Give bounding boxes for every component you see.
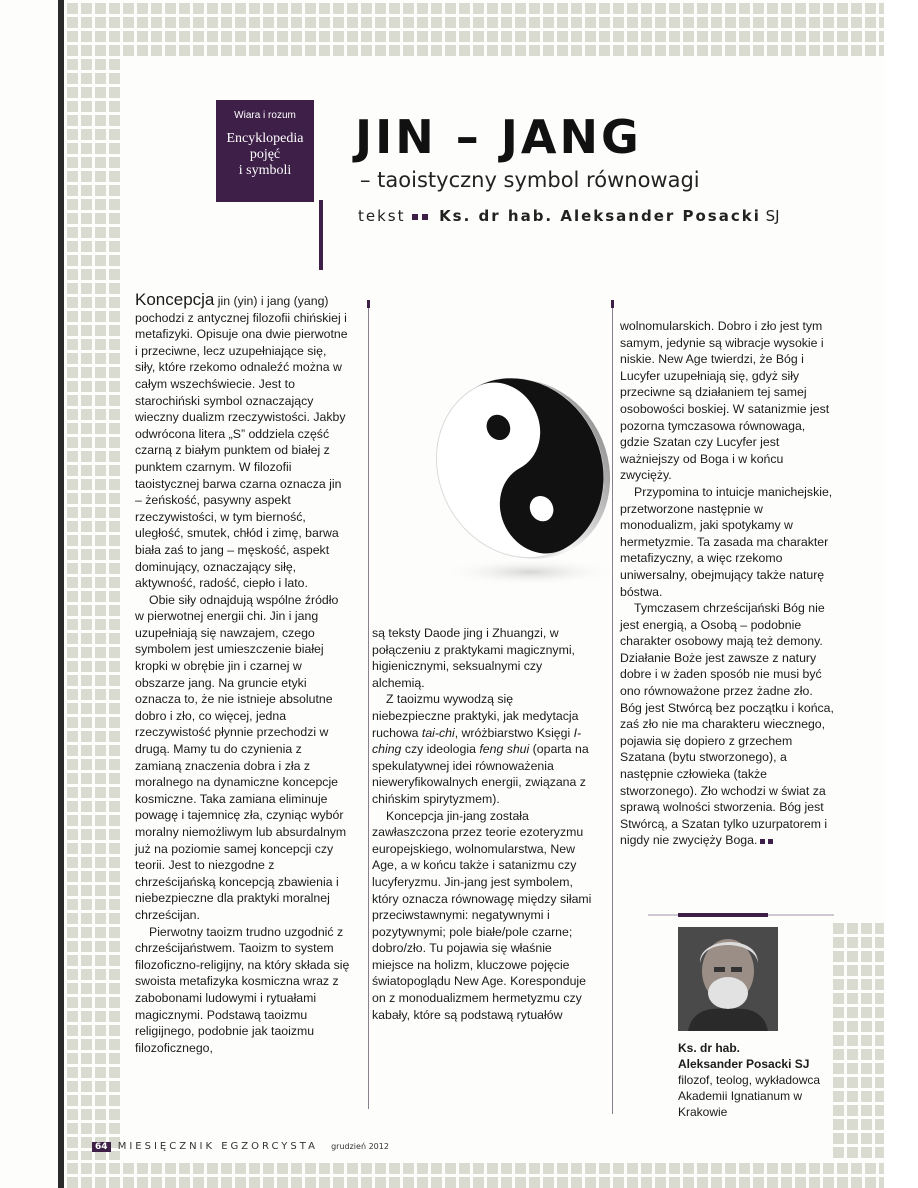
article-column-2 — [372, 625, 594, 1023]
symbol-shadow — [440, 558, 620, 586]
badge-line-1: Encyklopedia — [226, 131, 304, 146]
text-run: Z taoizmu wywodzą się niebezpieczne praktyki, jak medytacja ruchowa — [372, 692, 579, 740]
text-run: czy ideologia — [401, 742, 480, 757]
bio-name-line-1: Ks. dr hab. — [678, 1041, 741, 1055]
italic-term: feng shui — [479, 742, 530, 757]
article-column-1 — [135, 292, 350, 1056]
decorative-tiles-left — [64, 0, 120, 1188]
paragraph: Koncepcja jin-jang została zawłaszczona przez teorie ezoteryzmu europejskiego, wolnomularstwa, New Age, a w końcu także i satanizmu czy lucyferyzmu. Jin-jang jest symbolem, który oznacza równowagę między siłami przeciwstawnymi: negatywnymi i pozytywnymi; pole białe/pole czarne; dobro/zło. Tu pojawia się właśnie miejsce na holizm, kluczowe pojęcie światopoglądu New Age. Koresponduje on z monodualizmem hermetyzmu czy kabały, które są podstawą rytuałów — [372, 808, 592, 1022]
italic-term: tai-chi — [421, 725, 455, 740]
paragraph-text: jin (yin) i jang (yang) pochodzi z antycznej filozofii chińskiej i metafizyki. Opisuje ona dwie pierwotne i przeciwne, lecz uzupełniające się, siły, które rzekomo odnaleźć można w całym wszechświecie. Jest to starochiński symbol oznaczający wieczny dualizm rzeczywistości. Jakby odwrócona litera „S” oddziela część czarną z białym punktem od białej z punktem czarnym. W filozofii taoistycznej barwa czarna oznacza jin – żeńskość, pasywny aspekt rzeczywistości, w tym bierność, uległość, smutek, chłód i zimę, barwa biała zaś to jang – męskość, aspekt dominujący, oznaczający siłę, aktywność, radość, ciepło i lato. — [135, 294, 348, 591]
byline — [358, 207, 780, 225]
paragraph: są teksty Daode jing i Zhuangzi, w połączeniu z praktykami magicznymi, higienicznymi, seksualnymi czy alchemią. — [372, 626, 575, 690]
page-number: 64 — [92, 1142, 111, 1152]
paragraph: Przypomina to intuicje manichejskie, przetworzone następnie w monodualizm, jaki spotykamy w hermetyzmie. Ta zasada ma charakter metafizyczny, a więc rzekomo uniwersalny, obejmujący także naturę bóstwa. — [620, 484, 833, 599]
author-photo — [678, 927, 778, 1031]
content-area-right — [830, 58, 884, 920]
square-bullet — [412, 214, 418, 220]
magazine-name: MIESIĘCZNIK EGZORCYSTA — [117, 1141, 318, 1152]
decorative-tiles-bottom — [64, 1160, 884, 1188]
bio-description: filozof, teolog, wykładowca Akademii Ignatianum w Krakowie — [678, 1073, 821, 1119]
article-title: JIN – JANG — [355, 110, 642, 164]
badge-line-2: pojęć — [249, 147, 281, 162]
divider-mark — [367, 300, 370, 308]
divider-mark — [611, 300, 614, 308]
text-run: (oparta na spekulatywnej idei równoważenia nieweryfikowalnych energii, związana z chińskim spirytyzmem). — [372, 742, 589, 806]
paragraph: Pierwotny taoizm trudno uzgodnić z chrześcijaństwem. Taoizm to system filozoficzno-religijny, na który składa się swoista metafizyka kosmiczna wraz z zabobonami ludowymi i rytuałami magicznymi. Podstawą taoizmu religijnego, podobnie jak taoizmu filozoficznego, — [135, 924, 350, 1055]
byline-label: tekst — [358, 207, 406, 225]
author-bio — [678, 1040, 838, 1120]
decorative-tiles-right — [830, 920, 884, 1160]
end-mark — [768, 839, 773, 844]
accent-bar — [319, 200, 323, 270]
paragraph: Obie siły odnajdują wspólne źródło w pierwotnej energii chi. Jin i jang uzupełniają się nawzajem, czego symbolem jest umieszczenie białej kropki w obrębie jin i czarnej w obszarze jang. Na gruncie etyki oznacza to, że nie istnieje absolutne dobro i zło, co więcej, jedna rzeczywistość płynnie przechodzi w drugą. Mamy tu do czynienia z zamianą znaczenia dobra i zła z moralnego na dynamiczne koncepcje kosmiczne. Taka zamiana eliminuje powagę i tajemnicę zła, czyniąc wybór moralny niemożliwym lub absurdalnym już na poziomie samej koncepcji czy teorii. Jest to niezgodne z chrześcijańską koncepcją zbawienia i niebezpieczne dla praktyki moralnej chrześcijan. — [135, 592, 347, 922]
page-margin — [884, 0, 918, 1188]
section-badge — [216, 100, 314, 202]
yin-yang-symbol-image — [420, 360, 620, 600]
column-divider — [368, 304, 369, 1109]
issue-date: grudzień 2012 — [331, 1142, 389, 1151]
badge-line-3: i symboli — [238, 163, 292, 178]
section-label: Wiara i rozum — [234, 110, 296, 121]
paragraph-text: Tymczasem chrześcijański Bóg nie jest energią, a Osobą – podobnie charakter osobowy mają też demony. Działanie Boże jest zawsze z natury dobre i w żaden sposób nie musi być ono równoważone przez żadne zło. Bóg jest Stwórcą bez początku i końca, zaś zło nie ma charakteru wiecznego, pojawia się dopiero z grzechem Szatana (bytu stworzonego), a następnie człowieka (także stworzonego). Zło wchodzi w świat za sprawą wolności stworzenia. Bóg jest Stwórcą, a Szatan tylko uzurpatorem i nigdy nie zwycięży Boga. — [620, 601, 834, 848]
paragraph — [620, 600, 835, 849]
decorative-tiles-top — [64, 0, 884, 58]
page-footer — [92, 1141, 389, 1152]
page-edge — [58, 0, 64, 1188]
article-subtitle: – taoistyczny symbol równowagi — [360, 168, 700, 192]
square-bullet — [422, 214, 428, 220]
text-run: , wróżbiarstwo Księgi — [454, 725, 574, 740]
article-column-3 — [620, 318, 835, 849]
paragraph: wolnomularskich. Dobro i zło jest tym samym, jedynie są wibracje wysokie i niskie. New Age twierdzi, że Bóg i Lucyfer uzupełniają się, gdyż siły przeciwne są działaniem tej samej osobowości boskiej. W satanizmie jest pozorna tymczasowa równowaga, gdzie Szatan czy Lucyfer jest ważniejszy od Boga i w końcu zwycięży. — [620, 319, 830, 483]
bio-rule — [648, 912, 834, 918]
paragraph — [372, 691, 594, 807]
end-mark — [760, 839, 765, 844]
lead-word: Koncepcja — [135, 290, 215, 309]
italic-term: I-ching — [372, 725, 582, 757]
byline-author: Ks. dr hab. Aleksander Posacki — [439, 207, 761, 225]
paragraph — [135, 292, 350, 592]
bio-name-line-2: Aleksander Posacki SJ — [678, 1057, 810, 1071]
byline-order: SJ — [765, 207, 780, 225]
